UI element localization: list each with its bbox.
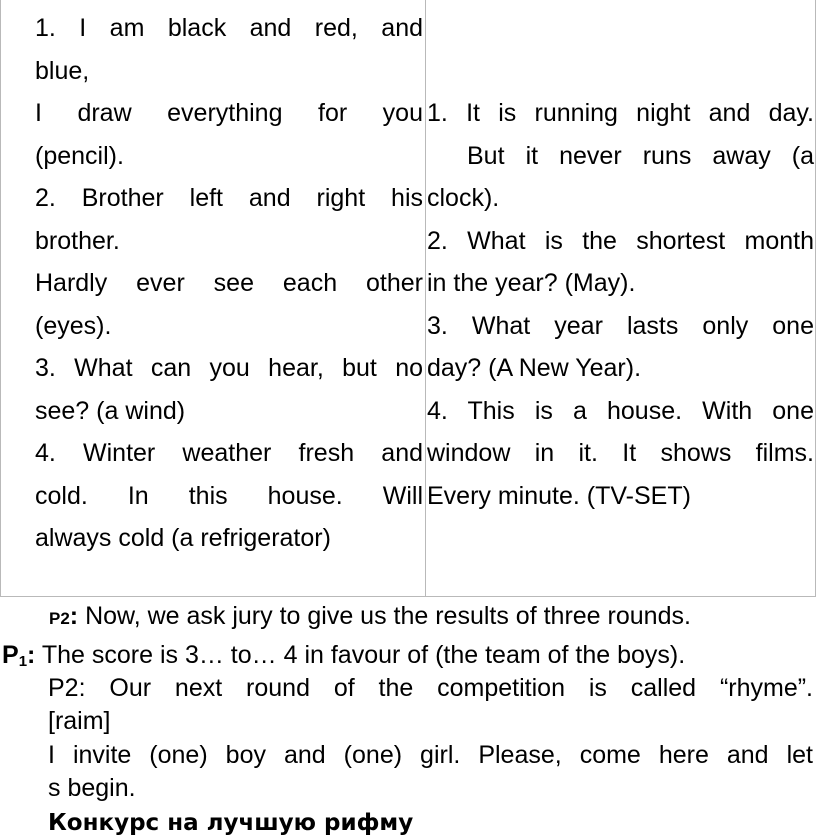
left-riddle-line: brother. — [35, 227, 120, 255]
left-riddle-line: cold. In this house. Will — [35, 482, 423, 510]
left-riddle-line: see? (a wind) — [35, 397, 186, 425]
right-riddle-line: 3. What year lasts only one — [427, 312, 814, 340]
right-riddle-line: 2. What is the shortest month — [427, 227, 814, 255]
left-riddle-line: (pencil). — [35, 142, 124, 170]
right-riddle-line: 4. This is a house. With one — [427, 397, 814, 425]
left-riddle-line: I draw everything for you — [35, 99, 423, 127]
dialogue-line-p2-jury — [49, 601, 691, 631]
transcription: [raim] — [48, 707, 111, 735]
section-heading: Конкурс на лучшую рифму — [48, 810, 414, 836]
right-riddle-line: clock). — [427, 184, 500, 212]
left-riddle-line: 3. What can you hear, but no — [35, 354, 423, 382]
left-riddle-line: blue, — [35, 57, 90, 85]
left-riddle-line: Hardly ever see each other — [35, 269, 423, 297]
right-riddle-line: Every minute. (TV-SET) — [427, 482, 691, 510]
speaker-colon: : — [69, 602, 79, 630]
right-riddle-line: day? (A New Year). — [427, 354, 642, 382]
dialogue-line-p2-rhyme: P2: Our next round of the competition is called “rhyme”. — [48, 674, 813, 702]
invite-line-continued: s begin. — [48, 774, 136, 802]
column-divider — [425, 0, 426, 597]
dialogue-line-p1-score — [2, 640, 685, 670]
dialogue-text: The score is 3… to… 4 in favour of (the team of the boys). — [35, 641, 686, 669]
left-riddle-line: always cold (a refrigerator) — [35, 524, 331, 552]
speaker-subscript: 1 — [18, 653, 28, 670]
left-riddle-line: (eyes). — [35, 312, 112, 340]
dialogue-text: Now, we ask jury to give us the results of three rounds. — [78, 602, 691, 630]
right-riddle-line: in the year? (May). — [427, 269, 636, 297]
left-riddle-line: 4. Winter weather fresh and — [35, 439, 423, 467]
speaker-colon: : — [27, 641, 36, 669]
speaker-label: P2 — [49, 609, 70, 628]
invite-line: I invite (one) boy and (one) girl. Please, come here and let — [48, 741, 813, 769]
speaker-label: P — [2, 641, 19, 669]
right-riddle-line: window in it. It shows films. — [427, 439, 814, 467]
right-riddle-line: 1. It is running night and day. — [427, 99, 814, 127]
right-riddle-line: But it never runs away (a — [467, 142, 814, 170]
left-riddle-line: 2. Brother left and right his — [35, 184, 423, 212]
left-riddle-line: 1. I am black and red, and — [35, 14, 423, 42]
